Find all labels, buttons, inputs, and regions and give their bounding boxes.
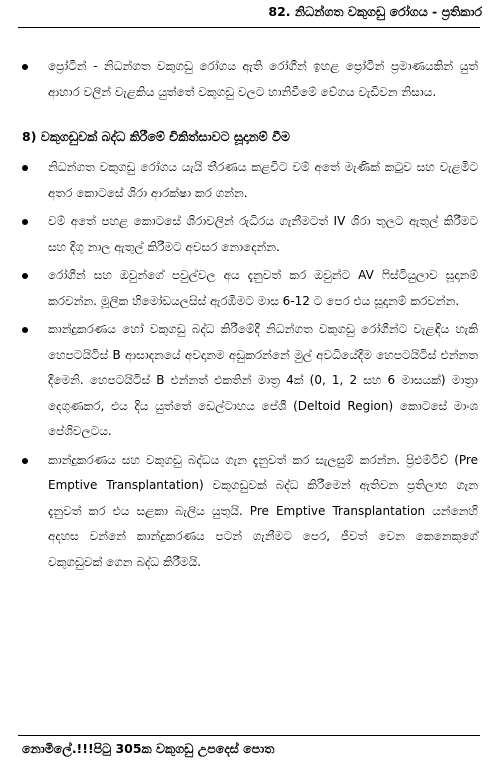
bullet-dot-icon — [22, 165, 28, 171]
bullet-text: කාන්දුකරණය හෝ වකුගඩු බද්ධ කිරීමේදී නිධන්ගත වකුගඩු රෝගීන්ට වැළඳිය හැකි හෙපටයිටිස් B ආසාදනයේ අවදානම අඩුකරන්නේ මුල් අවධියේදීම හෙපටයිටිස් එන්නත දීමෙනි. හෙපටයිටිස් B එන්නත් එකතින් මාත්‍ර 4ක් (0, 1, 2 සහ 6 මාසයක්) මාත්‍රා දෙගුණකර, එය දිය යුත්තේ ඩෙල්ටාහය පේශී (Deltoid Region) කොටසේ මාංශ පේශිවලටය. — [48, 322, 478, 438]
bullet-text: කාන්දුකරණය සහ වකුගඩු බද්ධය ගැන දැනුවත් කර සැලසුම් කරන්න. ප්‍රිඑම්ටිව් (Pre Emptive Transplantation) වකුගඩුවක් බද්ධ කිරීමෙන් ඇතිවන ප්‍රතිලාභ ගැන දැනුවත් කර එය සළකා බැලිය යුතුයි. Pre Emptive Transplantation යන්නෙහි අදහස වන්නේ කාන්දුකරණය පටන් ගැනීමට පෙර, ජීවත් වෙන කෙනෙකුගේ වකුගඩුවක් ගෙන බද්ධ කිරීමයි. — [48, 452, 478, 569]
page-footer: නොමිලේ.!!!පිටු 305ක වකුගඩු උපදෙස් පොත — [22, 741, 275, 756]
bullet-text: වම් අතේ පහළ කොටසේ ශිරාවලින් රුධිරය ගැනීමටත් IV ශිරා තුලට ඇතුල් කිරීමට සහ දිගු නාල ඇතුල් කිරීමට අවසර නොදෙන්න. — [48, 214, 478, 254]
bullet-dot-icon — [22, 219, 28, 225]
header-divider — [18, 27, 480, 28]
bullet-text: නිධන්ගත වකුගඩු රෝගය යැයි තීරණය කළවිට වම් අතේ මැණික් කටුව සහ වැළමිට අතර කොටසේ ශිරා ආරක්ෂා කර ගන්න. — [48, 160, 478, 200]
section-heading: 8) වකුගඩුවක් බද්ධ කිරීමේ චිකිත්සාවට සූදානම් වීම — [22, 129, 290, 144]
bullet-item — [22, 209, 478, 260]
bullet-item — [22, 54, 478, 105]
page-header-title: 82. නිධන්ගත වකුගඩු රෝගය - ප්‍රතිකාර — [268, 4, 482, 19]
bullet-dot-icon — [22, 327, 28, 333]
page-content — [22, 54, 478, 578]
bullet-item — [22, 155, 478, 206]
bullet-text: ප්‍රෝටීන් - නිධන්ගත වකුගඩු රෝගය ඇති රෝගීන් ඉහළ ප්‍රෝටීන් ප්‍රමාණයකින් යුත් ආහාර වලින් වැළකිය යුත්තේ වකුගඩු වලට හානිවීමේ වේගය වැඩිවන නිසාය. — [48, 59, 478, 99]
bullet-text: රෝගීන් සහ ඔවුන්ගේ පවුල්වල අය දැනුවත් කර ඔවුන්ට AV ෆිස්ටියුලාව සූදානම් කරවන්න. මූලික හිමෝඩයලසිස් ඇරඹීමට මාස 6-12 ට පෙර එය සූදානම් කරවන්න. — [48, 268, 478, 308]
bullet-dot-icon — [22, 273, 28, 279]
bullet-item — [22, 317, 478, 445]
bullet-dot-icon — [22, 458, 28, 464]
footer-divider — [18, 735, 480, 736]
bullet-dot-icon — [22, 64, 28, 70]
bullet-item — [22, 263, 478, 314]
bullet-item — [22, 448, 478, 576]
